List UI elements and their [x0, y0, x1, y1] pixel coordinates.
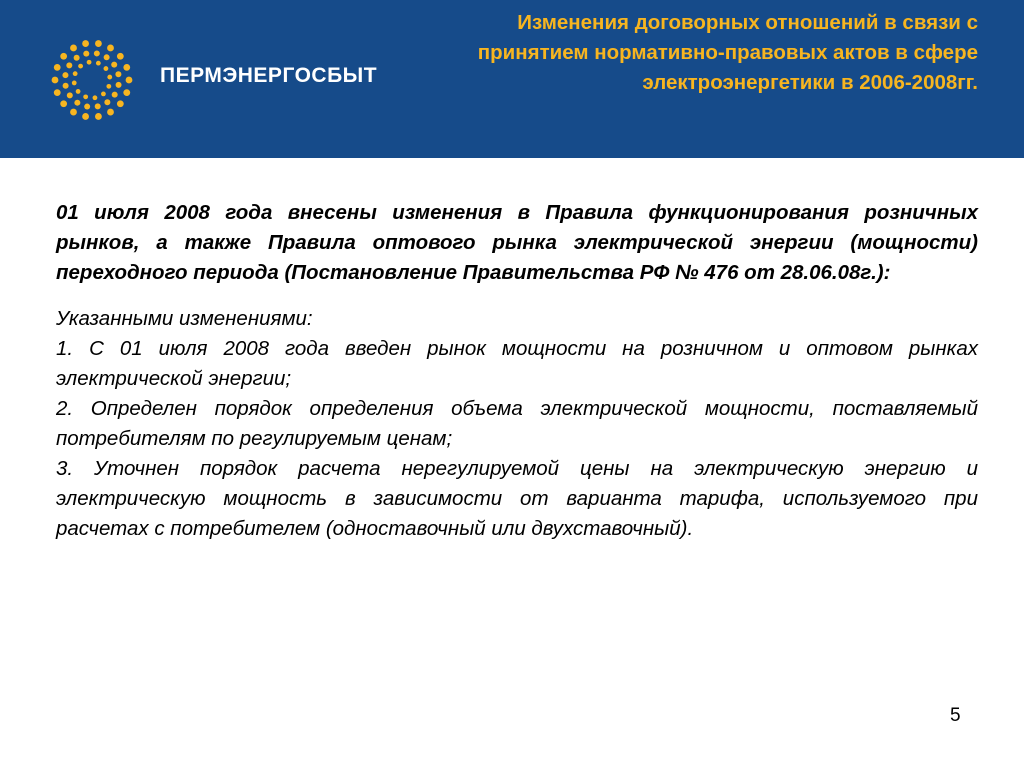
- logo-dot: [94, 50, 100, 56]
- logo-dot: [67, 92, 73, 98]
- logo-dot: [96, 61, 101, 66]
- intro-line: Указанными изменениями:: [56, 307, 313, 330]
- header-banner: [0, 0, 1024, 158]
- list-item-1: 1. С 01 июля 2008 года введен рынок мощности на розничном и оптовом рынках электрической энергии;: [56, 337, 978, 390]
- logo-dot: [87, 60, 92, 65]
- logo-dot: [112, 92, 118, 98]
- logo-dot: [60, 100, 67, 107]
- sun-dots-icon: [50, 38, 134, 122]
- slide-content: [56, 198, 978, 544]
- logo-dot: [107, 109, 114, 116]
- logo-dot: [93, 95, 98, 100]
- logo-dot: [111, 62, 117, 68]
- logo-dot: [107, 45, 114, 52]
- page-number: 5: [950, 705, 961, 726]
- logo-dot: [63, 83, 69, 89]
- logo-dot: [104, 66, 109, 71]
- logo-dot: [95, 40, 102, 47]
- logo-dot: [95, 103, 101, 109]
- list-item-2: 2. Определен порядок определения объема электрической мощности, поставляемый потребителям по регулируемым ценам;: [56, 397, 978, 450]
- logo-dot: [104, 99, 110, 105]
- logo-dot: [62, 72, 68, 78]
- logo-dot: [106, 84, 111, 89]
- logo-dot: [126, 77, 133, 84]
- logo-dot: [123, 89, 130, 96]
- logo-dot: [74, 55, 80, 61]
- logo-dot: [116, 82, 122, 88]
- logo-dot: [117, 53, 124, 60]
- logo-dot: [107, 75, 112, 80]
- logo-dot: [54, 89, 61, 96]
- logo-dot: [60, 53, 67, 60]
- list-item-3: 3. Уточнен порядок расчета нерегулируемой цены на электрическую энергию и электрическую мощность в зависимости от варианта тарифа, используемого при расчетах с потребителем (одноставочный или двухставочный).: [56, 457, 978, 540]
- logo-dot: [52, 77, 59, 84]
- lead-paragraph: 01 июля 2008 года внесены изменения в Правила функционирования розничных рынков, а также Правила оптового рынка электрической энергии (мощности) переходного периода (Постановление Правительства РФ № 476 от 28.06.08г.):: [56, 201, 978, 284]
- logo-dot: [70, 45, 77, 52]
- logo-dot: [123, 64, 130, 71]
- logo-dot: [84, 104, 90, 110]
- logo-dot: [83, 51, 89, 57]
- logo-dot: [76, 89, 81, 94]
- logo-dot: [104, 54, 110, 60]
- logo-dot: [54, 64, 61, 71]
- logo-dot: [82, 40, 89, 47]
- logo-dot: [82, 113, 89, 120]
- logo-dot: [115, 71, 121, 77]
- logo-dot: [74, 100, 80, 106]
- logo-dot: [70, 109, 77, 116]
- logo-text: ПЕРМЭНЕРГОСБЫТ: [160, 64, 378, 87]
- logo-dot: [73, 71, 78, 76]
- slide-title: Изменения договорных отношений в связи с принятием нормативно-правовых актов в сфере электроэнергетики в 2006-2008гг.: [477, 11, 978, 94]
- logo-dot: [66, 62, 72, 68]
- logo-dot: [95, 113, 102, 120]
- logo-dot: [72, 81, 77, 86]
- logo-dot: [117, 100, 124, 107]
- logo-dot: [83, 94, 88, 99]
- logo-dot: [78, 64, 83, 69]
- logo-dot: [101, 92, 106, 97]
